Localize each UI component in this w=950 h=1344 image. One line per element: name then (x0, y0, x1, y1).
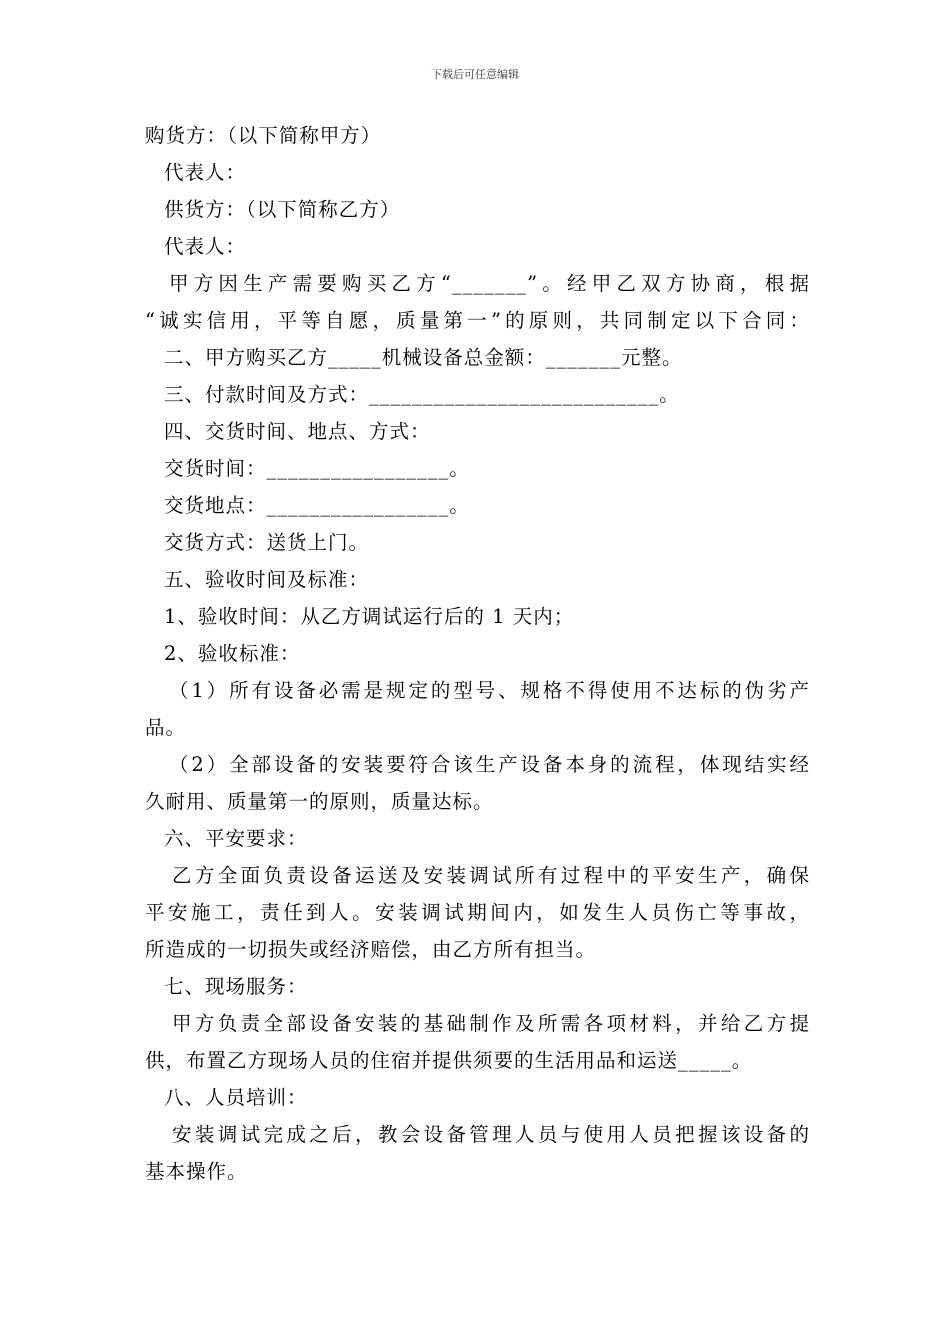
intro-paragraph-line: “诚实信用，平等自愿，质量第一”的原则，共同制定以下合同： (145, 309, 810, 332)
standard-item-2-line: （2）全部设备的安装要符合该生产设备本身的流程，体现结实经 (169, 753, 810, 776)
clause-5-acceptance-heading: 五、验收时间及标准： (164, 568, 370, 591)
supplier-line: 供货方：（以下简称乙方） (164, 198, 401, 221)
delivery-place-line: 交货地点：_________________。 (164, 494, 470, 517)
buyer-representative-line: 代表人： (164, 161, 247, 184)
onsite-service-paragraph-line: 供，布置乙方现场人员的住宿并提供须要的生活用品和运送_____。 (145, 1049, 753, 1072)
onsite-service-paragraph-line: 甲方负责全部设备安装的基础制作及所需各项材料，并给乙方提 (172, 1012, 810, 1035)
acceptance-standard-heading: 2、验收标准： (164, 642, 301, 665)
supplier-representative-line: 代表人： (164, 235, 247, 258)
clause-3-payment: 三、付款时间及方式：___________________________。 (164, 383, 680, 406)
clause-7-onsite-service-heading: 七、现场服务： (164, 975, 308, 998)
standard-item-1-line: 品。 (145, 716, 187, 739)
buyer-line: 购货方：（以下简称甲方） (145, 124, 382, 147)
standard-item-2-line: 久耐用、质量第一的原则，质量达标。 (145, 790, 494, 813)
safety-paragraph-line: 所造成的一切损失或经济赔偿，由乙方所有担当。 (145, 938, 597, 961)
intro-paragraph-line: 甲方因生产需要购买乙方“_______”。经甲乙双方协商，根据 (169, 272, 810, 295)
clause-8-training-heading: 八、人员培训： (164, 1086, 308, 1109)
standard-item-1-line: （1）所有设备必需是规定的型号、规格不得使用不达标的伪劣产 (169, 679, 810, 702)
page-header: 下载后可任意编辑 (431, 68, 519, 81)
safety-paragraph-line: 平安施工，责任到人。安装调试期间内，如发生人员伤亡等事故， (145, 901, 810, 924)
safety-paragraph-line: 乙方全面负责设备运送及安装调试所有过程中的平安生产，确保 (172, 864, 810, 887)
clause-2-purchase-amount: 二、甲方购买乙方_____机械设备总金额：_______元整。 (164, 346, 683, 369)
training-paragraph-line: 安装调试完成之后，教会设备管理人员与使用人员把握该设备的 (172, 1123, 810, 1146)
clause-4-delivery-heading: 四、交货时间、地点、方式： (164, 420, 431, 443)
acceptance-time-line: 1、验收时间：从乙方调试运行后的 1 天内； (164, 605, 575, 628)
delivery-time-line: 交货时间：_________________。 (164, 457, 470, 480)
delivery-method-line: 交货方式：送货上门。 (164, 531, 370, 554)
contract-body (145, 117, 810, 1190)
clause-6-safety-heading: 六、平安要求： (164, 827, 308, 850)
training-paragraph-line: 基本操作。 (145, 1160, 248, 1183)
